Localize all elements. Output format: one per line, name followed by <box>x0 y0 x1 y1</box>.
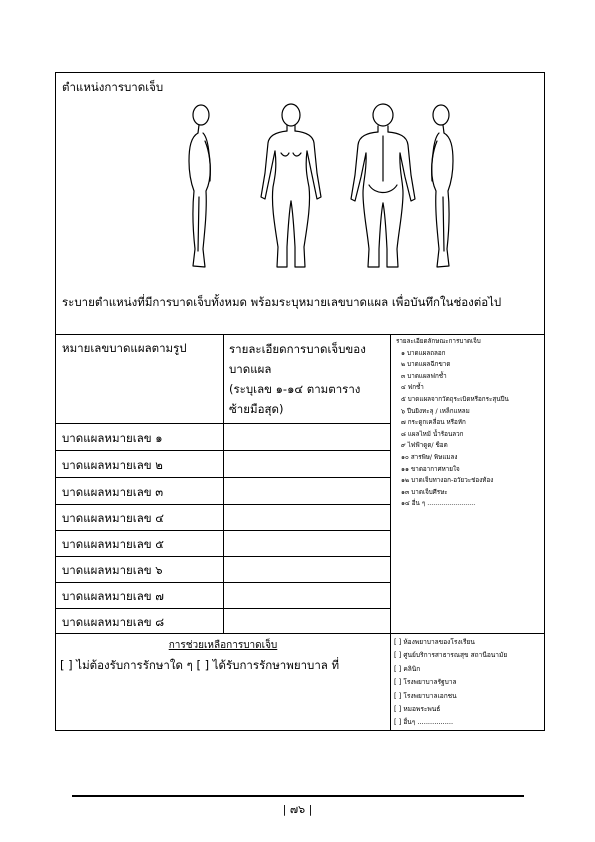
injury-types-panel <box>396 336 542 510</box>
injury-type-item: ๙ ไฟฟ้าดูด/ ช็อต <box>401 442 448 450</box>
figure-side-left <box>432 105 453 267</box>
column-divider <box>390 334 391 730</box>
figure-side-right <box>189 105 210 267</box>
wound-row-label: บาดแผลหมายเลข ๘ <box>62 615 165 629</box>
footer-rule <box>72 795 524 797</box>
wound-detail-cell[interactable] <box>224 451 390 477</box>
treatment-place-option[interactable]: [ ] คลินิก <box>394 664 421 673</box>
figure-back <box>351 104 415 267</box>
wound-row-label: บาดแผลหมายเลข ๒ <box>62 458 163 472</box>
wound-detail-cell[interactable] <box>224 424 390 450</box>
treatment-place-option[interactable]: [ ] อื่นๆ ................. <box>394 718 454 727</box>
injury-type-item: ๗ กระดูกเคลื่อน หรือหัก <box>401 419 466 427</box>
injury-type-item: ๖ ปืนยิงทะลุ / เหล็กแหลม <box>401 407 470 415</box>
wound-row-label: บาดแผลหมายเลข ๕ <box>62 537 164 551</box>
injury-type-item: ๑๐ สารพิษ/ พิษแมลง <box>401 453 458 461</box>
injury-type-item: ๘ แผลไหม้ น้ำร้อนลวก <box>401 430 464 438</box>
wound-detail-cell[interactable] <box>224 609 390 633</box>
treatment-place-option[interactable]: [ ] ศูนย์บริการสาธารณสุข สถานีอนามัย <box>394 651 508 660</box>
header-line: ซ้ายมือสุด) <box>229 402 284 416</box>
instruction-text: ระบายตำแหน่งที่มีการบาดเจ็บทั้งหมด พร้อมระบุหมายเลขบาดแผล เพื่อบันทึกในช่องต่อไป <box>62 295 502 309</box>
treatment-places <box>394 636 542 730</box>
injury-type-item: ๑๔ อื่น ๆ ........................ <box>401 500 476 508</box>
column-header-wound-number: หมายเลขบาดแผลตามรูป <box>62 341 187 355</box>
wound-detail-cell[interactable] <box>224 531 390 556</box>
figure-front <box>261 104 321 267</box>
injury-type-item: ๒ บาดแผลฉีกขาด <box>401 361 451 369</box>
treatment-place-option[interactable]: [ ] โรงพยาบาลรัฐบาล <box>394 678 457 687</box>
page-number: | ๗๖ | <box>282 803 313 816</box>
divider <box>56 334 544 335</box>
column-header-details <box>229 339 366 419</box>
injury-type-item: ๑๓ บาดเจ็บศีรษะ <box>401 488 448 496</box>
wound-detail-cell[interactable] <box>224 557 390 582</box>
wound-row-label: บาดแผลหมายเลข ๔ <box>62 511 164 525</box>
section-title: ตำแหน่งการบาดเจ็บ <box>62 80 164 94</box>
assistance-options[interactable]: [ ] ไม่ต้องรับการรักษาใด ๆ [ ] ได้รับการรักษาพยาบาล ที่ <box>60 658 340 672</box>
header-line: (ระบุเลข ๑-๑๔ ตามตาราง <box>229 382 361 396</box>
treatment-place-option[interactable]: [ ] ห้องพยาบาลของโรงเรียน <box>394 638 475 646</box>
injury-type-item: ๓ บาดแผลฟกช้ำ <box>401 372 447 380</box>
wound-row-label: บาดแผลหมายเลข ๖ <box>62 563 163 577</box>
header-line: รายละเอียดการบาดเจ็บของ <box>229 342 366 356</box>
wound-detail-cell[interactable] <box>224 505 390 530</box>
assistance-title: การช่วยเหลือการบาดเจ็บ <box>168 640 278 651</box>
divider <box>56 633 544 634</box>
wound-row-label: บาดแผลหมายเลข ๗ <box>62 589 164 603</box>
header-line: บาดแผล <box>229 362 272 376</box>
treatment-place-option[interactable]: [ ] โรงพยาบาลเอกชน <box>394 691 457 700</box>
treatment-place-option[interactable]: [ ] หมอพระพนธ์ <box>394 705 441 714</box>
injury-types-title: รายละเอียดลักษณะการบาดเจ็บ <box>396 338 481 345</box>
wound-detail-cell[interactable] <box>224 478 390 504</box>
injury-types-list <box>396 348 542 510</box>
wound-row-label: บาดแผลหมายเลข ๑ <box>62 431 163 445</box>
injury-type-item: ๑๑ ขาดอากาศหายใจ <box>401 465 460 473</box>
injury-type-item: ๕ บาดแผลจากวัตถุระเบิดหรือกระสุนปืน <box>401 395 509 403</box>
injury-type-item: ๑๒ บาดเจ็บทางอก-อวัยวะช่องท้อง <box>401 477 494 485</box>
wound-detail-cell[interactable] <box>224 583 390 608</box>
injury-type-item: ๑ บาดแผลถลอก <box>401 349 446 357</box>
body-diagram <box>161 101 461 276</box>
injury-form <box>55 72 545 731</box>
injury-type-item: ๔ ฟกช้ำ <box>401 384 424 392</box>
wound-row-label: บาดแผลหมายเลข ๓ <box>62 485 164 499</box>
